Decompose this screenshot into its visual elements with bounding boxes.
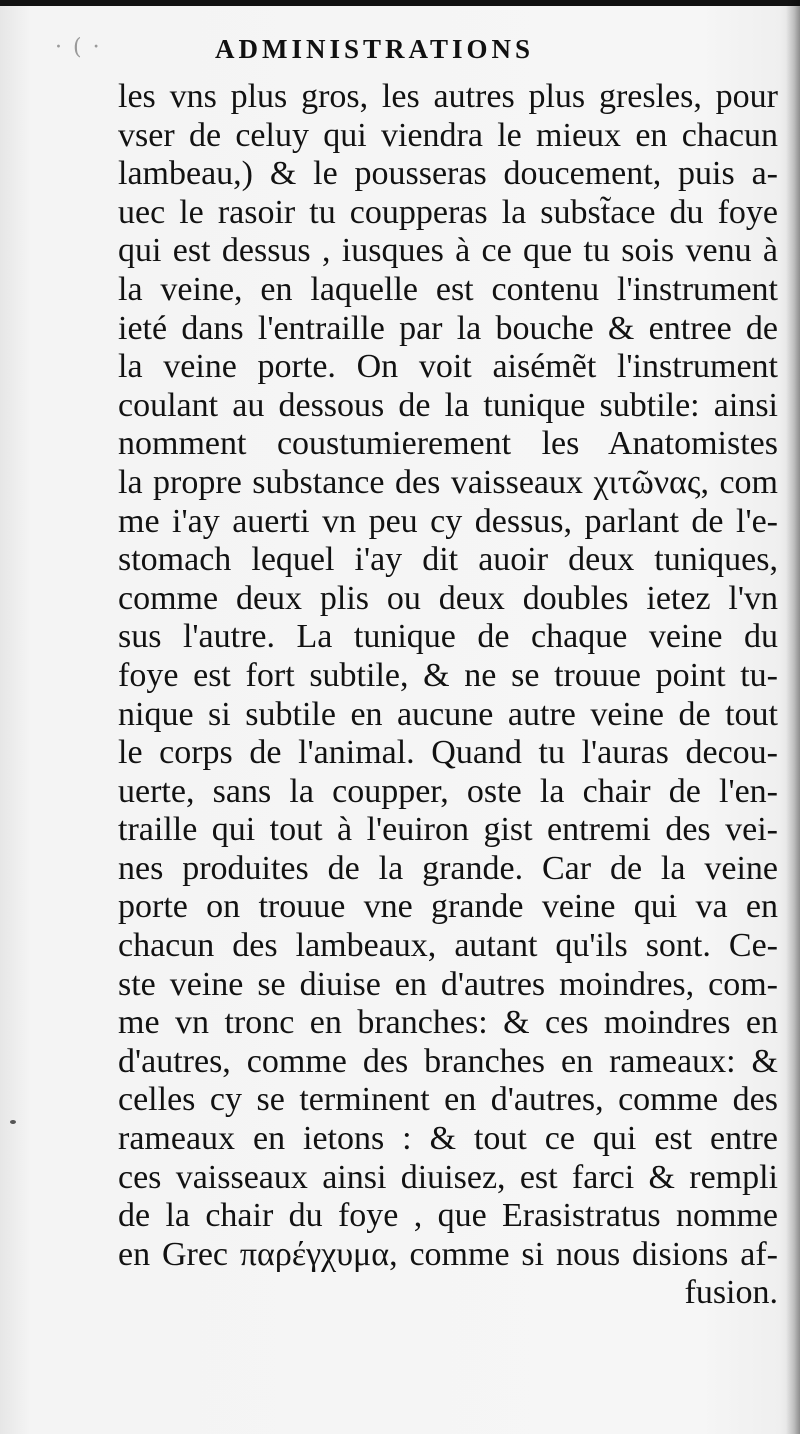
text-line: porte on trouue vne grande veine qui va en — [118, 888, 778, 926]
text-line: nes produites de la grande. Car de la veine — [118, 849, 778, 887]
text-line: d'autres, comme des branches en rameaux: & — [118, 1042, 778, 1080]
text-line: uerte, sans la coupper, oste la chair de l'en- — [118, 772, 778, 810]
text-line: lambeau,) & le pousseras doucement, puis a- — [118, 155, 778, 193]
text-line: le corps de l'animal. Quand tu l'auras decou- — [118, 734, 778, 772]
text-line: celles cy se terminent en d'autres, comme des — [118, 1081, 778, 1119]
text-line: nomment coustumierement les Anatomistes — [118, 425, 778, 463]
text-line: foye est fort subtile, & ne se trouue point tu- — [118, 656, 778, 694]
text-line: rameaux en ietons : & tout ce qui est entre — [118, 1120, 778, 1158]
text-line: coulant au dessous de la tunique subtile: ainsi — [118, 386, 778, 424]
body-text — [118, 78, 778, 1313]
text-line: ste veine se diuise en d'autres moindres, com- — [118, 965, 778, 1003]
text-line: ieté dans l'entraille par la bouche & entree de — [118, 309, 778, 347]
text-line: chacun des lambeaux, autant qu'ils sont. Ce- — [118, 927, 778, 965]
page-gutter-shadow — [786, 0, 800, 1434]
text-line: la veine, en laquelle est contenu l'instrument — [118, 270, 778, 308]
running-head: ADMINISTRATIONS — [215, 34, 535, 64]
text-line: la veine porte. On voit aisémẽt l'instrument — [118, 348, 778, 386]
margin-mark: · ( · — [55, 35, 102, 60]
text-line: me i'ay auerti vn peu cy dessus, parlant de l'e- — [118, 502, 778, 540]
text-line: vser de celuy qui viendra le mieux en chacun — [118, 116, 778, 154]
page-top-edge — [0, 0, 800, 6]
text-line: comme deux plis ou deux doubles ietez l'vn — [118, 579, 778, 617]
text-line: nique si subtile en aucune autre veine de tout — [118, 695, 778, 733]
text-line: me vn tronc en branches: & ces moindres en — [118, 1004, 778, 1042]
text-line: uec le rasoir tu coupperas la subst̃ace du foye — [118, 193, 778, 231]
text-line: traille qui tout à l'euiron gist entremi des vei- — [118, 811, 778, 849]
text-line: qui est dessus , iusques à ce que tu sois venu à — [118, 232, 778, 270]
text-line: la propre substance des vaisseaux χιτῶνας, com — [118, 463, 778, 501]
text-line: en Grec παρέγχυμα, comme si nous disions af- — [118, 1235, 778, 1273]
text-line: les vns plus gros, les autres plus gresles, pour — [118, 78, 778, 115]
text-line: stomach lequel i'ay dit auoir deux tuniques, — [118, 541, 778, 579]
text-line: sus l'autre. La tunique de chaque veine du — [118, 618, 778, 656]
text-line: de la chair du foye , que Erasistratus nomme — [118, 1197, 778, 1235]
text-line-final: fusion. — [684, 1274, 778, 1312]
ink-speck — [10, 1120, 16, 1124]
text-line: ces vaisseaux ainsi diuisez, est farci & rempli — [118, 1158, 778, 1196]
